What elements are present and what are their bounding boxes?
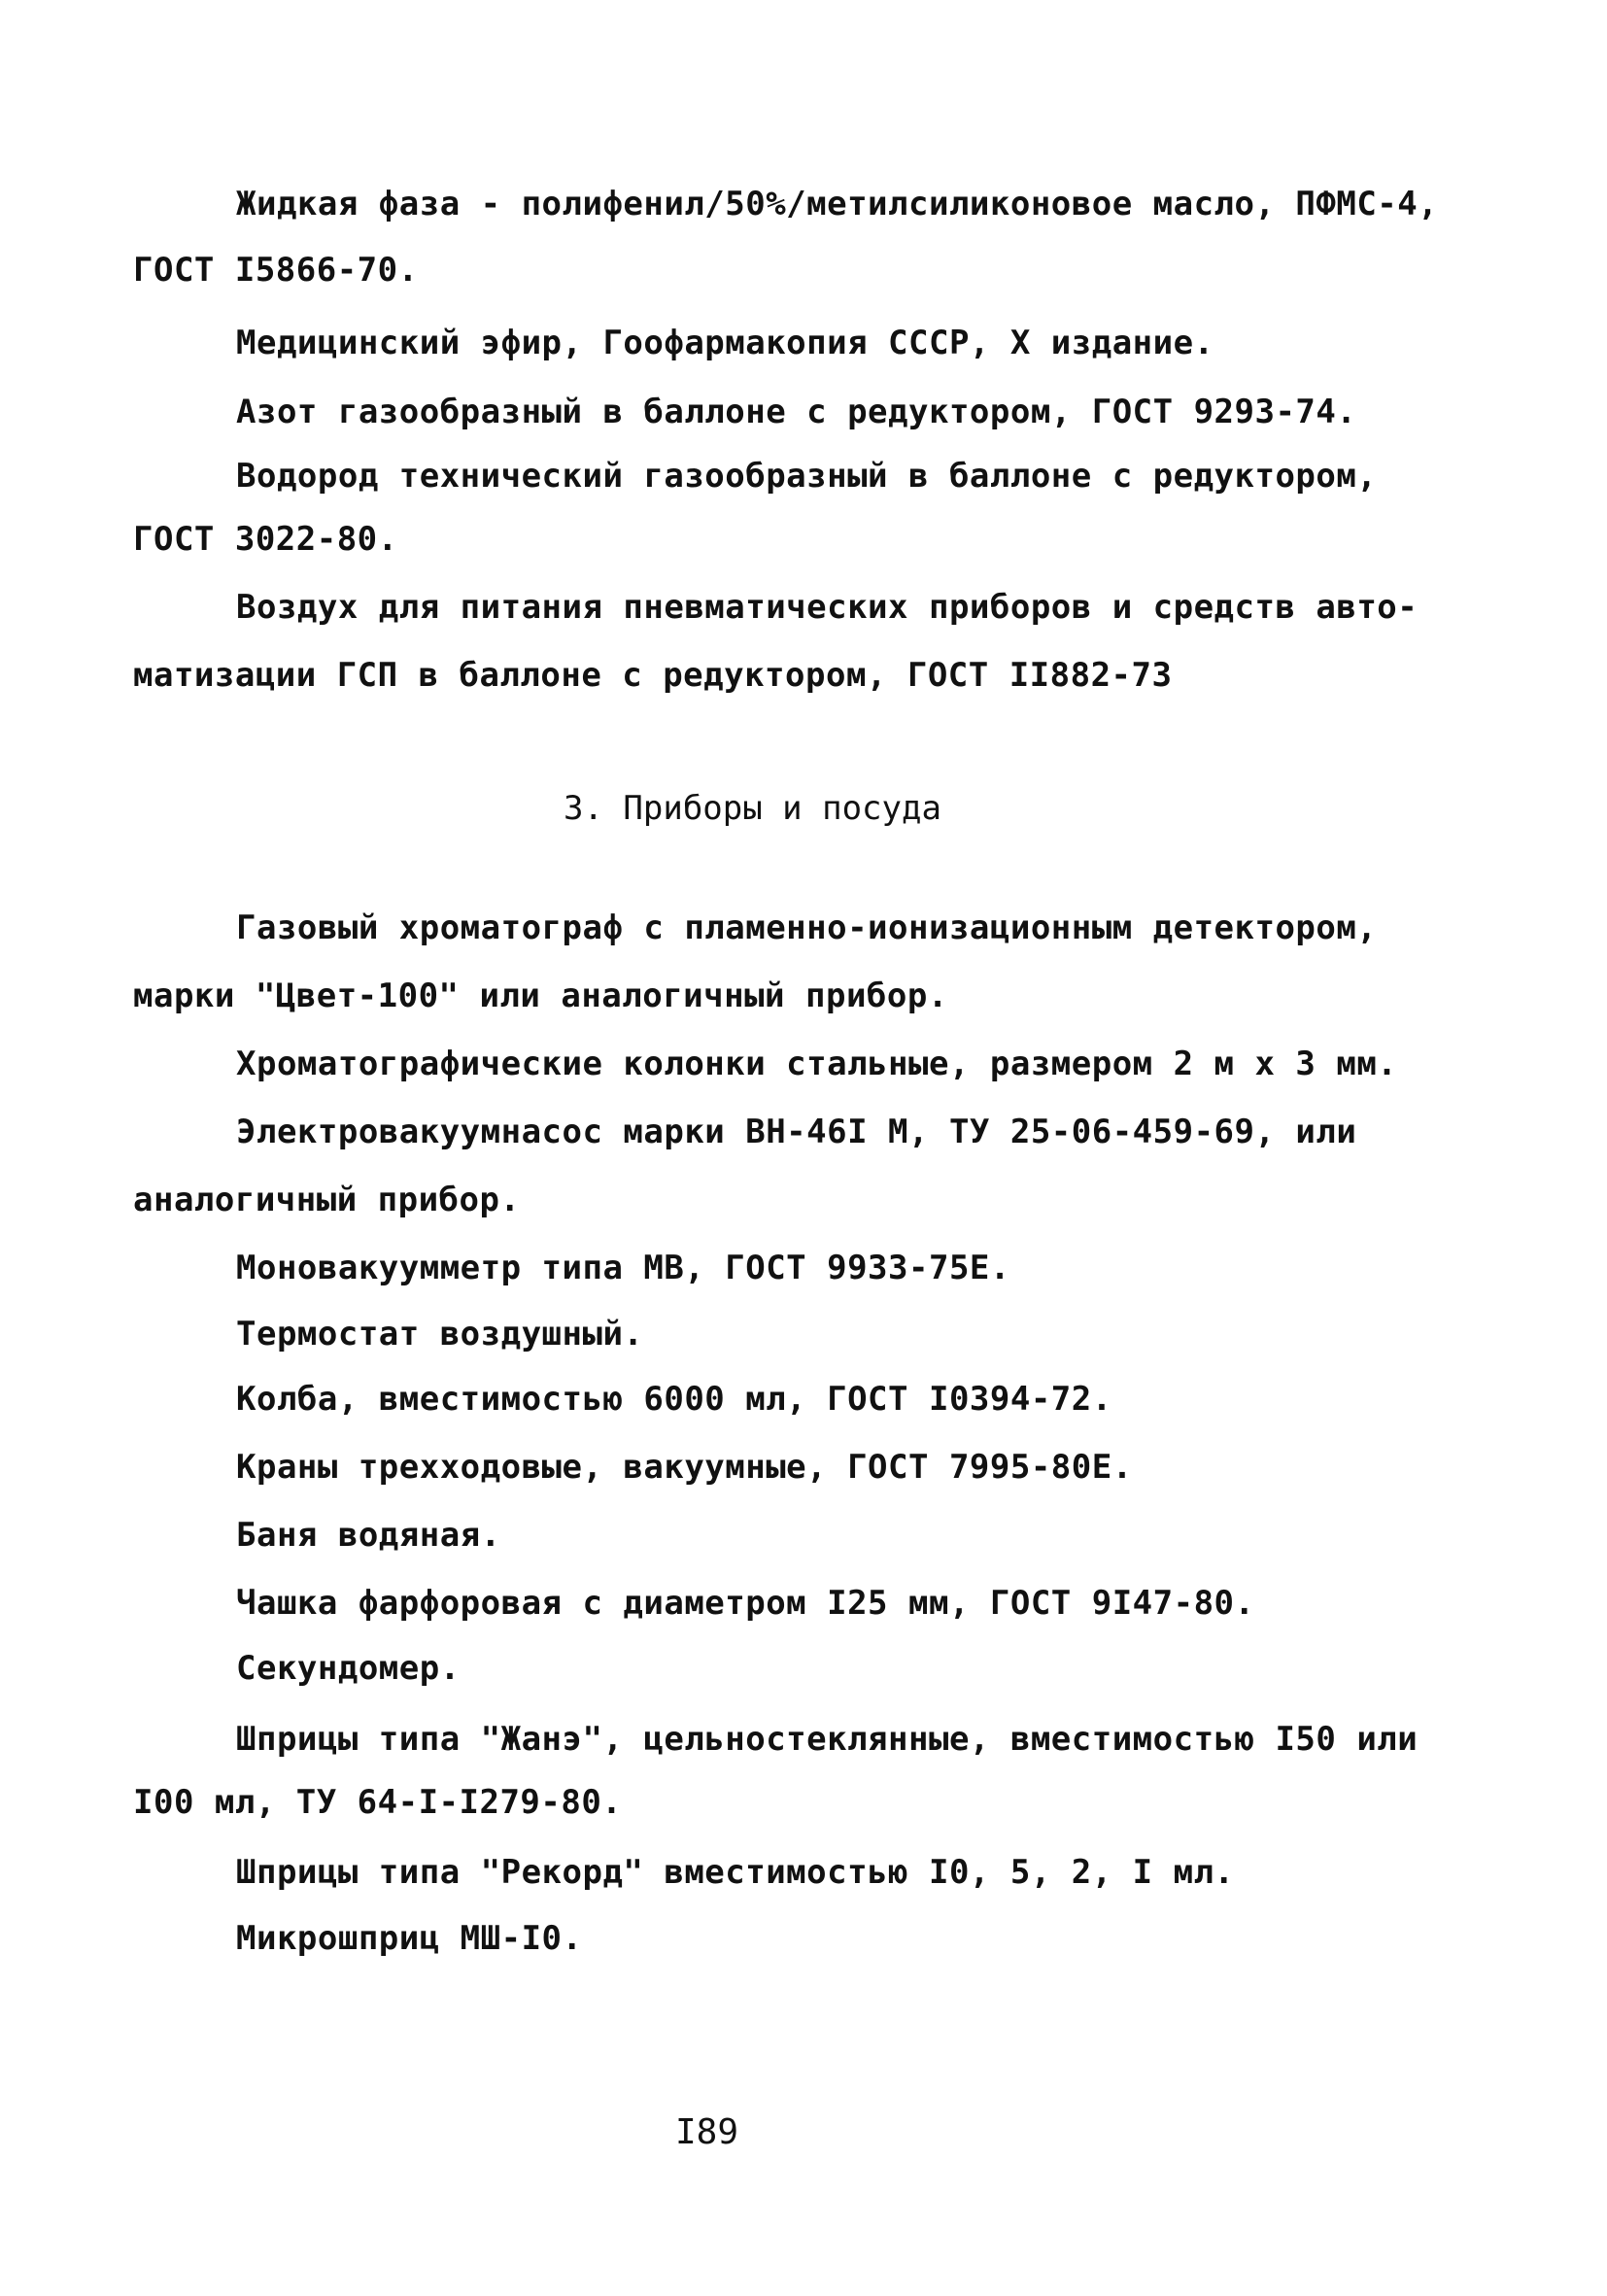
text-line: Термостат воздушный. bbox=[236, 1315, 644, 1354]
text-line: Шприцы типа "Рекорд" вместимостью I0, 5, 2, I мл. bbox=[236, 1853, 1235, 1892]
text-line: Медицинский эфир, Гоофармакопия СССР, Х издание. bbox=[236, 324, 1214, 362]
text-line: аналогичный прибор. bbox=[133, 1181, 521, 1219]
text-line: Электровакуумнасос марки ВН-46I М, ТУ 25-06-459-69, или bbox=[236, 1113, 1357, 1151]
text-line: марки "Цвет-100" или аналогичный прибор. bbox=[133, 977, 948, 1015]
text-line: Шприцы типа "Жанэ", цельностеклянные, вместимостью I50 или bbox=[236, 1720, 1419, 1759]
text-line: Хроматографические колонки стальные, размером 2 м x 3 мм. bbox=[236, 1045, 1398, 1083]
page-number: I89 bbox=[675, 2112, 739, 2152]
text-line: Микрошприц МШ-I0. bbox=[236, 1919, 583, 1958]
text-line: матизации ГСП в баллоне с редуктором, ГОСТ II882-73 bbox=[133, 656, 1173, 695]
text-line: Чашка фарфоровая с диаметром I25 мм, ГОСТ 9I47-80. bbox=[236, 1584, 1255, 1623]
text-line: Колба, вместимостью 6000 мл, ГОСТ I0394-72. bbox=[236, 1380, 1112, 1419]
text-line: Воздух для питания пневматических приборов и средств авто- bbox=[236, 588, 1419, 627]
text-line: Моновакуумметр типа МВ, ГОСТ 9933-75Е. bbox=[236, 1249, 1010, 1287]
text-line: Азот газообразный в баллоне с редуктором, ГОСТ 9293-74. bbox=[236, 393, 1357, 431]
text-line: Жидкая фаза - полифенил/50%/метилсиликоновое масло, ПФМС-4, bbox=[236, 185, 1439, 223]
section-heading: 3. Приборы и посуда bbox=[564, 789, 941, 828]
text-line: ГОСТ 3022-80. bbox=[133, 520, 398, 559]
text-line: Секундомер. bbox=[236, 1649, 461, 1688]
text-line: Баня водяная. bbox=[236, 1516, 501, 1555]
text-line: I00 мл, ТУ 64-I-I279-80. bbox=[133, 1783, 623, 1822]
text-line: Водород технический газообразный в баллоне с редуктором, bbox=[236, 457, 1378, 496]
text-line: Газовый хроматограф с пламенно-ионизационным детектором, bbox=[236, 908, 1378, 947]
text-line: Краны трехходовые, вакуумные, ГОСТ 7995-80Е. bbox=[236, 1448, 1133, 1487]
text-line: ГОСТ I5866-70. bbox=[133, 251, 419, 290]
